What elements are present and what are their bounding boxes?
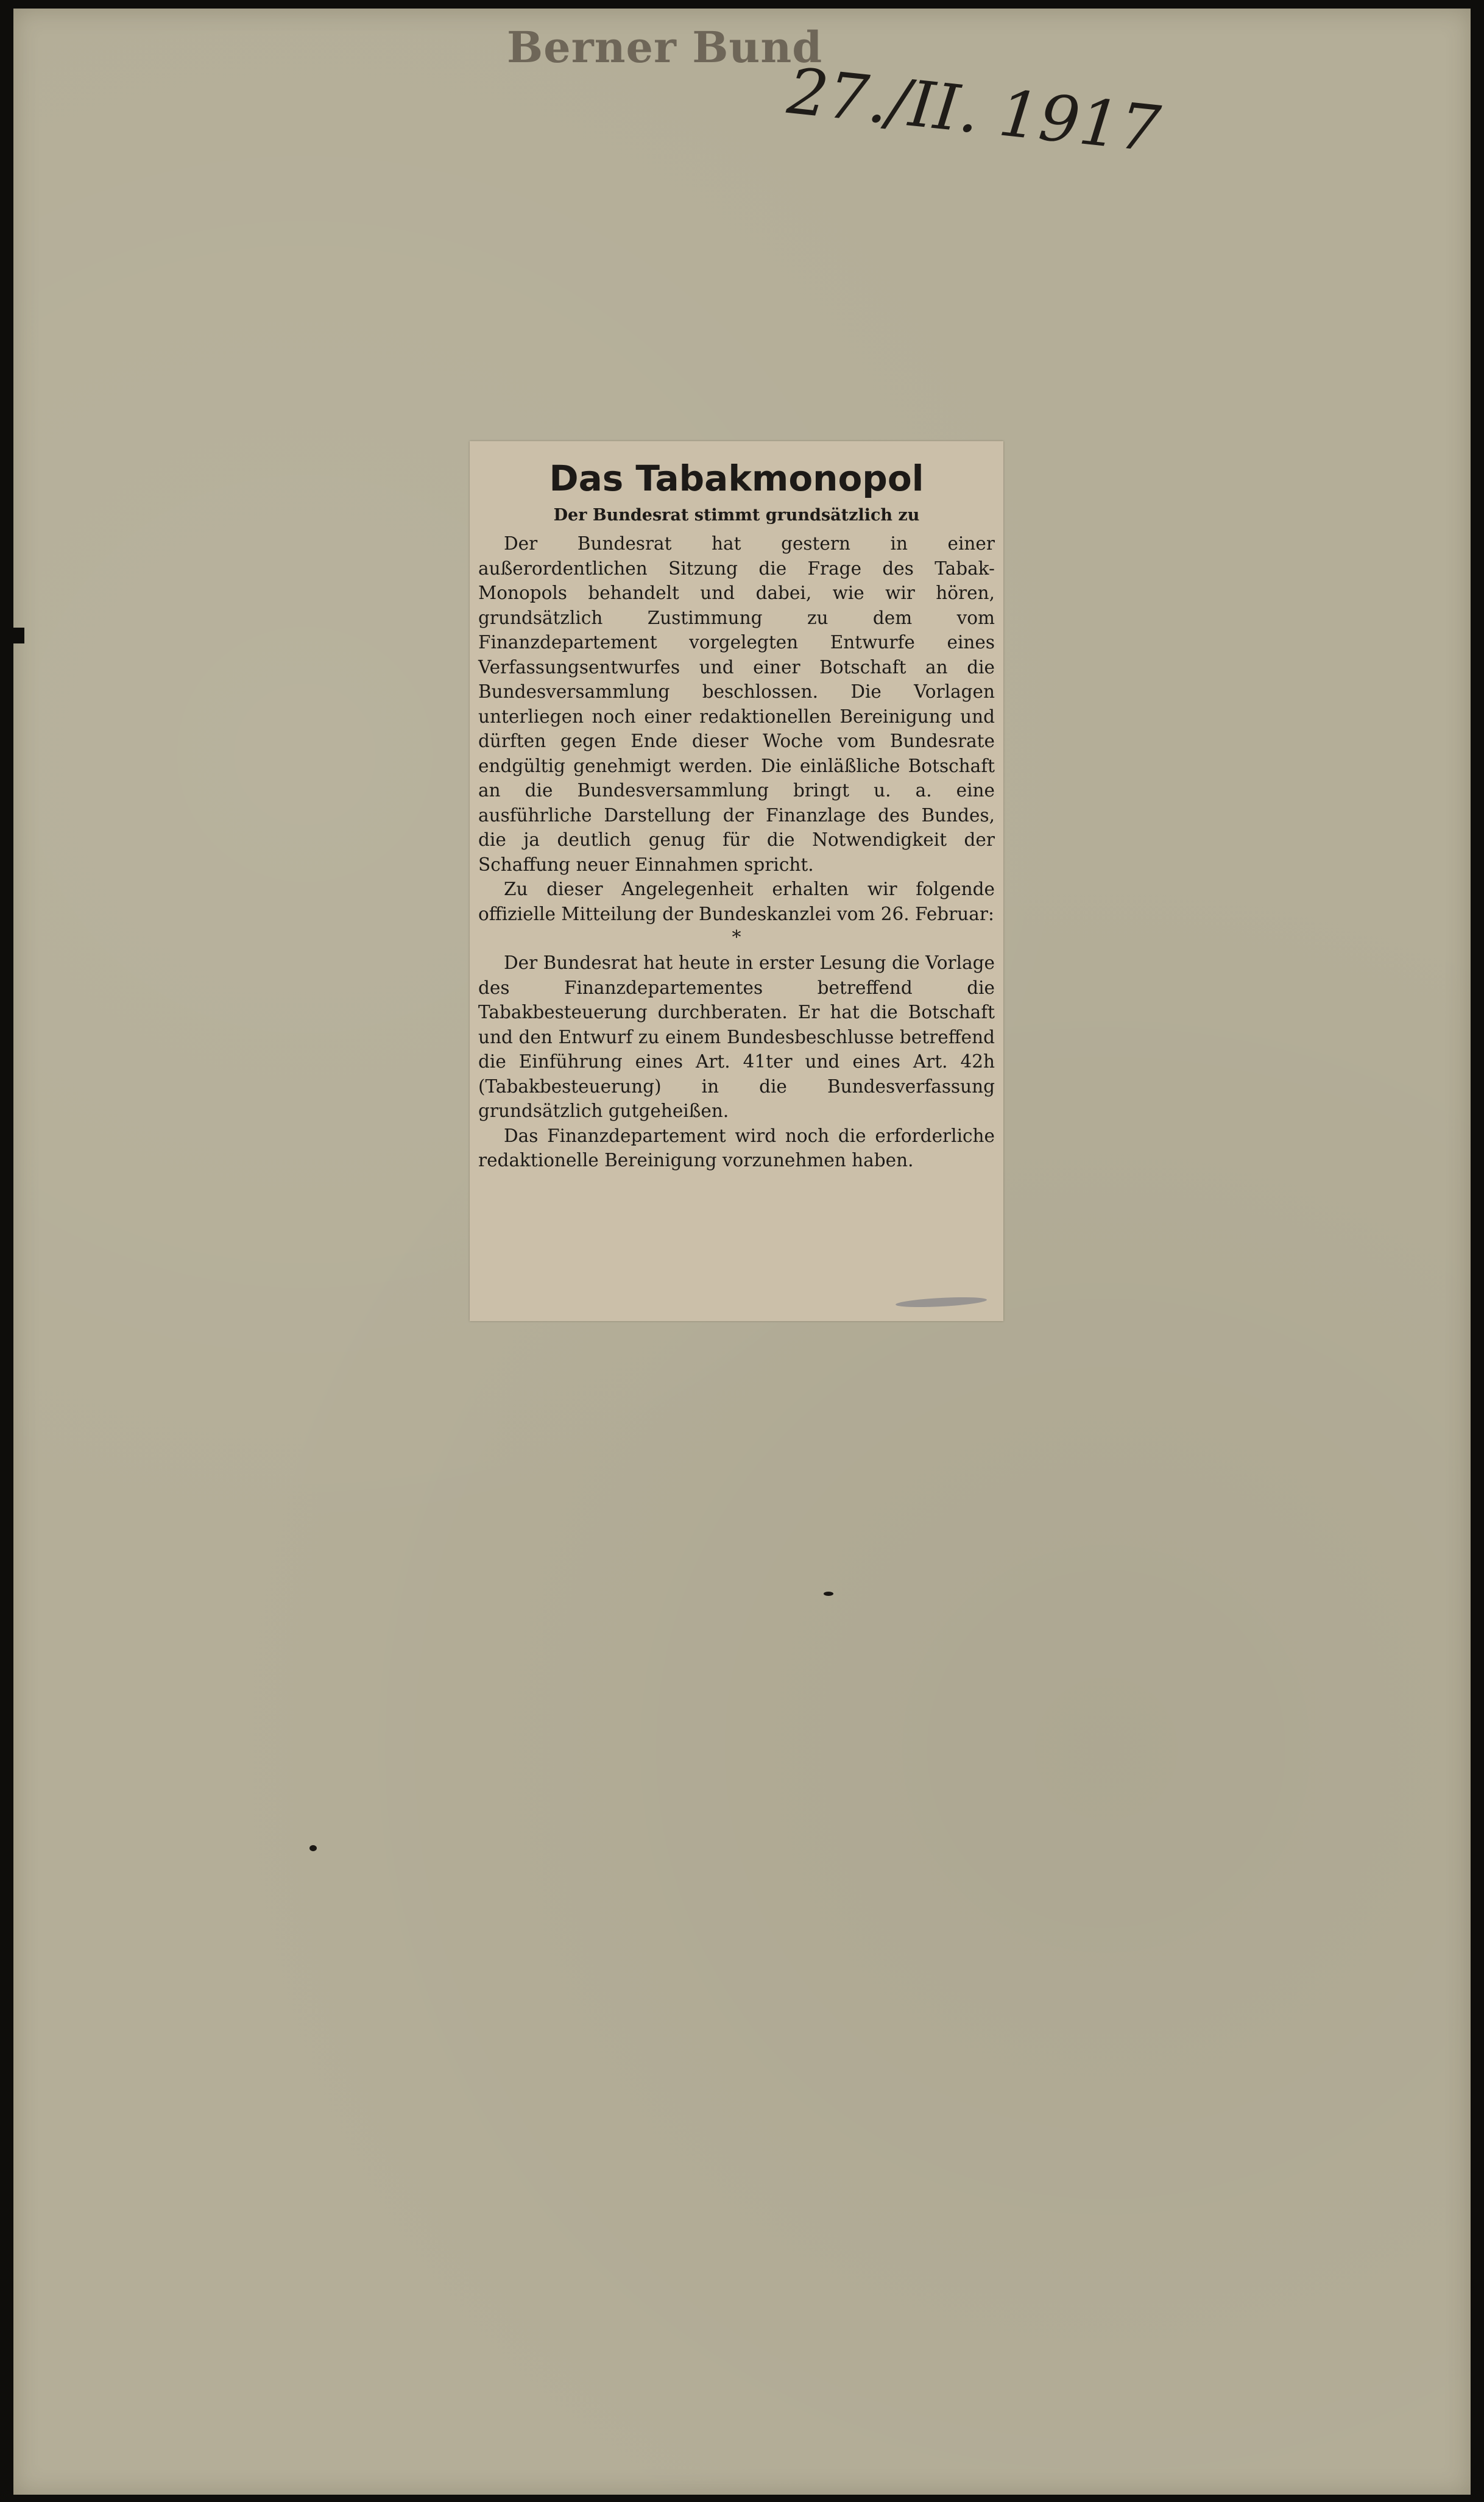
article-paragraph: Der Bundesrat hat heute in erster Lesung die Vorlage des Finanzdepartementes betreffend die Tabakbesteuerung durchberaten. Er hat die Botschaft und den Entwurf zu einem Bundesbeschlusse betreffend die Einführung eines Art. 41ter und eines Art. 42h (Tabakbesteuerung) in die Bundesverfassung grundsätzlich gutgeheißen. <box>478 952 995 1121</box>
paper-speck <box>824 1592 833 1596</box>
newspaper-clipping <box>470 441 1003 1321</box>
article-subheadline: Der Bundesrat stimmt grundsätzlich zu <box>553 506 920 525</box>
section-separator: * <box>732 927 741 948</box>
newspaper-source-stamp: Berner Bund <box>507 22 823 73</box>
handwritten-date: 27./II. 1917 <box>784 54 1164 167</box>
paper-speck <box>309 1845 317 1851</box>
paper-edge-notch <box>0 628 24 643</box>
article-headline: Das Tabakmonopol <box>549 458 924 499</box>
article-body <box>478 531 995 1173</box>
article-paragraph: Der Bundesrat hat gestern in einer außerordentlichen Sitzung die Frage des Tabak-Monopols behandelt und dabei, wie wir hören, grundsätzlich Zustimmung zu dem vom Finanzdepartement vorgelegten Entwurfe eines Verfassungsentwurfes und einer Botschaft an die Bundesversammlung beschlossen. Die Vorlagen unterliegen noch einer redaktionellen Bereinigung und dürften gegen Ende dieser Woche vom Bundesrate endgültig genehmigt werden. Die einläßliche Botschaft an die Bundesversammlung bringt u. a. eine ausführliche Darstellung der Finanzlage des Bundes, die ja deutlich genug für die Notwendigkeit der Schaffung neuer Einnahmen spricht. <box>478 533 995 875</box>
article-paragraph: Zu dieser Angelegenheit erhalten wir folgende offizielle Mitteilung der Bundeskanzlei vom 26. Februar: <box>478 879 995 924</box>
article-paragraph: Das Finanzdepartement wird noch die erforderliche redaktionelle Bereinigung vorzunehmen haben. <box>478 1125 995 1171</box>
